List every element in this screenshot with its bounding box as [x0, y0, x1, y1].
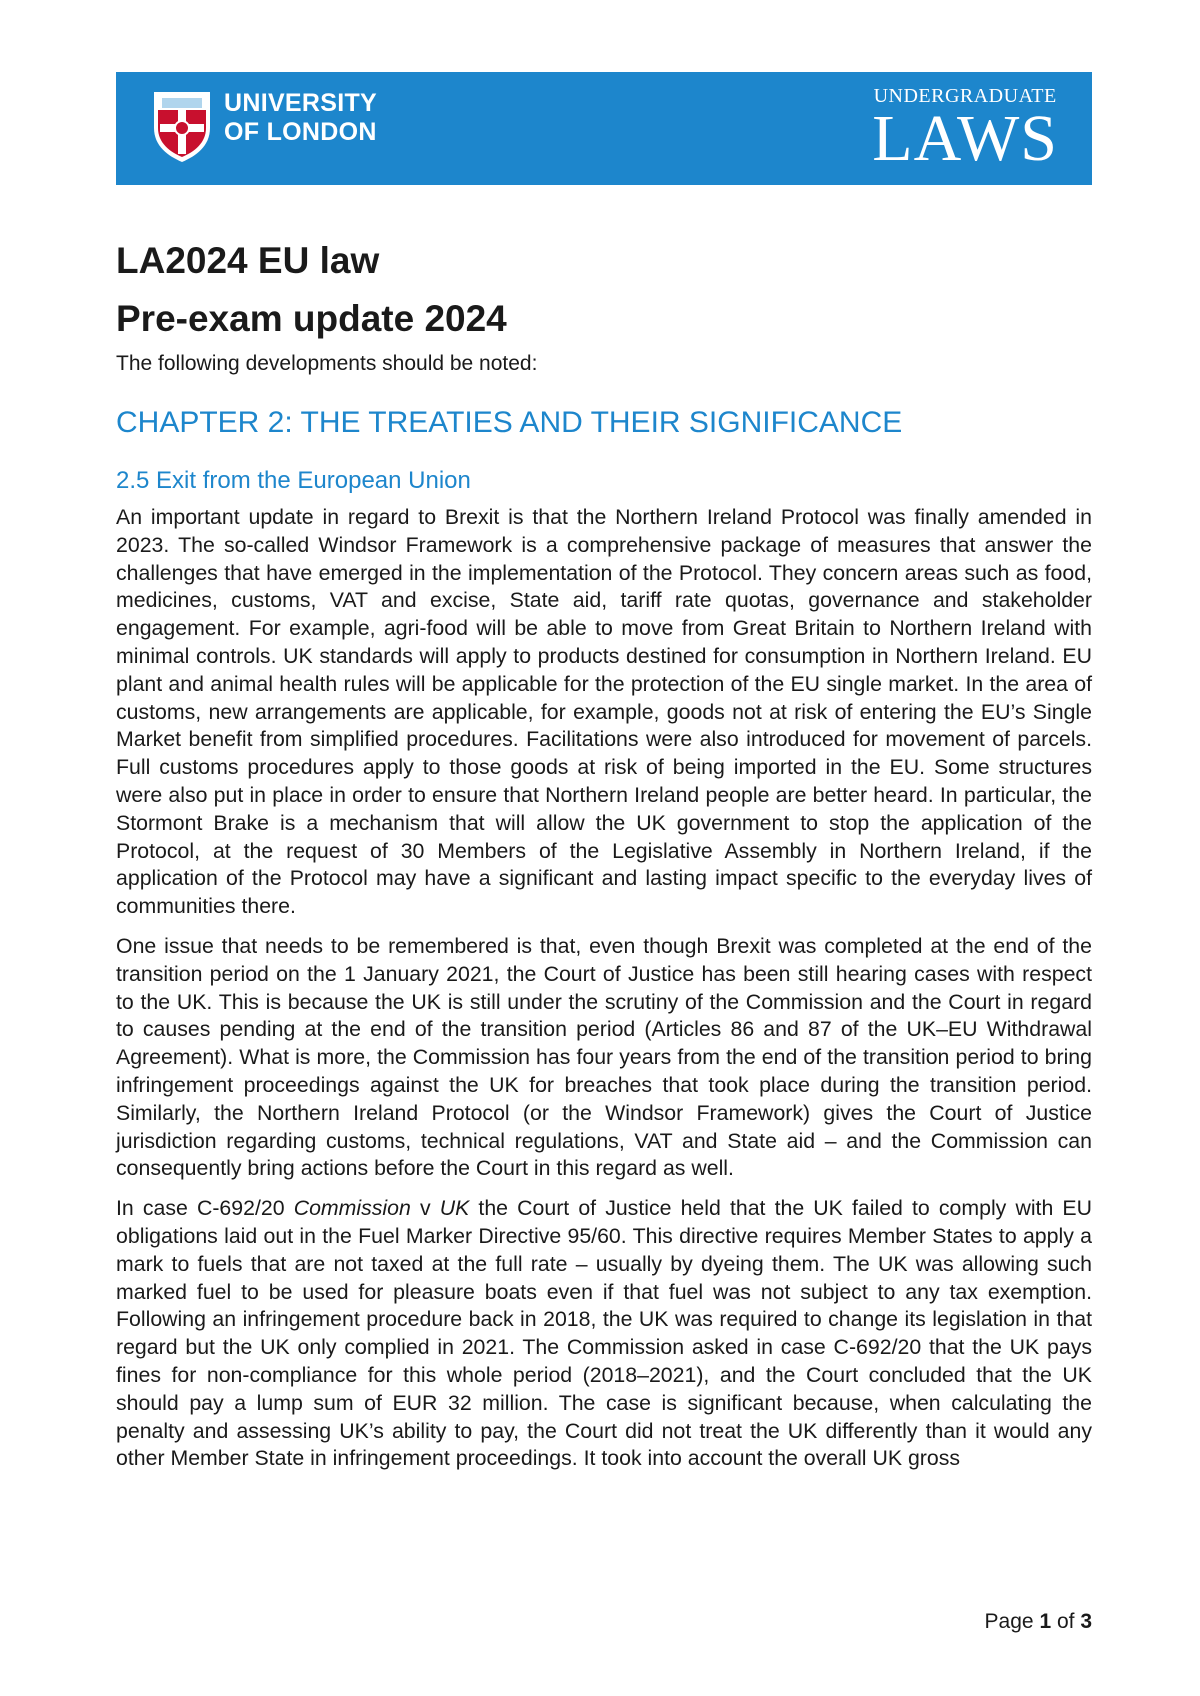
university-of-london-logo: [224, 89, 377, 147]
case-party-uk: UK: [439, 1196, 470, 1221]
case-lead: In case C-692/20: [116, 1196, 294, 1221]
logo-undergraduate: UNDERGRADUATE: [873, 85, 1057, 107]
body-text: [116, 504, 1092, 1485]
paragraph-court-jurisdiction: One issue that needs to be remembered is that, even though Brexit was completed at the end of the transition period on the 1 January 2021, the Court of Justice has been still hearing cases with respect to the UK. This is because the UK is still under the scrutiny of the Commission and the Court in regard to causes pending at the end of the transition period (Articles 86 and 87 of the UK–EU Withdrawal Agreement). What is more, the Commission has four years from the end of the transition period to bring infringement proceedings against the UK for breaches that took place during the transition period. Similarly, the Northern Ireland Protocol (or the Windsor Framework) gives the Court of Justice jurisdiction regarding customs, technical regulations, VAT and State aid – and the Commission can consequently bring actions before the Court in this regard as well.: [116, 933, 1092, 1181]
undergraduate-laws-logo: [872, 84, 1058, 175]
paragraph-fuel-marker-case: [116, 1195, 1092, 1473]
page-number: [985, 1608, 1092, 1636]
page-total: 3: [1080, 1610, 1092, 1633]
intro-text: The following developments should be noted:: [116, 352, 538, 375]
page-current: 1: [1039, 1610, 1052, 1633]
case-versus: v: [410, 1196, 440, 1221]
document-title: [116, 232, 507, 348]
chapter-heading: CHAPTER 2: THE TREATIES AND THEIR SIGNIFICANCE: [116, 406, 903, 439]
section-heading: 2.5 Exit from the European Union: [116, 467, 471, 494]
of-label: of: [1051, 1610, 1081, 1633]
paragraph-windsor-framework: An important update in regard to Brexit is that the Northern Ireland Protocol was finally amended in 2023. The so-called Windsor Framework is a comprehensive package of measures that answer the challenges that have emerged in the implementation of the Protocol. They concern areas such as food, medicines, customs, VAT and excise, State aid, tariff rate quotas, governance and stakeholder engagement. For example, agri-food will be able to move from Great Britain to Northern Ireland with minimal controls. UK standards will apply to products destined for consumption in Northern Ireland. EU plant and animal health rules will be applicable for the protection of the EU single market. In the area of customs, new arrangements are applicable, for example, goods not at risk of entering the EU’s Single Market benefit from simplified procedures. Facilitations were also introduced for movement of parcels. Full customs procedures apply to those goods at risk of being imported in the EU. Some structures were also put in place in order to ensure that Northern Ireland people are better heard. In particular, the Stormont Brake is a mechanism that will allow the UK government to stop the application of the Protocol, at the request of 30 Members of the Legislative Assembly in Northern Ireland, if the application of the Protocol may have a significant and lasting impact specific to the everyday lives of communities there.: [116, 505, 1092, 919]
case-text: the Court of Justice held that the UK failed to comply with EU obligations laid out in the Fuel Marker Directive 95/60. This directive requires Member States to apply a mark to fuels that are not taxed at the full rate – usually by dyeing them. The UK was allowing such marked fuel to be used for pleasure boats even if that fuel was not subject to any tax exemption. Following an infringement procedure back in 2018, the UK was required to change its legislation in that regard but the UK only complied in 2021. The Commission asked in case C-692/20 that the UK pays fines for non-compliance for this whole period (2018–2021), and the Court concluded that the UK should pay a lump sum of EUR 32 million. The case is significant because, when calculating the penalty and assessing UK’s ability to pay, the Court did not treat the UK differently than it would any other Member State in infringement proceedings. It took into account the overall UK gross: [116, 1196, 1093, 1471]
case-party-commission: Commission: [293, 1196, 411, 1221]
title-update: Pre-exam update 2024: [116, 298, 507, 339]
header-banner: [116, 72, 1092, 185]
university-crest-icon: [150, 88, 214, 164]
logo-line-of-london: OF LONDON: [224, 118, 377, 146]
title-course: LA2024 EU law: [116, 240, 380, 281]
page-label: Page: [984, 1610, 1040, 1633]
logo-line-university: UNIVERSITY: [224, 89, 378, 117]
logo-laws: LAWS: [872, 102, 1058, 175]
